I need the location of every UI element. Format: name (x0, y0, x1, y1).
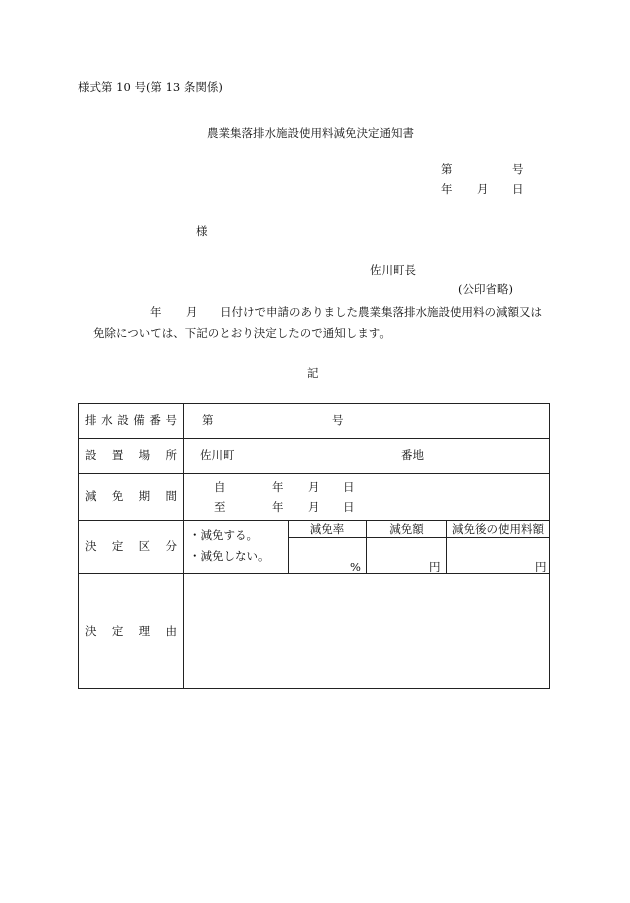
label-drain-number: 排水設備番号 (85, 413, 177, 427)
drain-number-suffix: 号 (332, 413, 344, 427)
option-exempt: ・減免する。 (189, 528, 258, 542)
period-from-day: 日 (343, 480, 355, 494)
addressee-suffix: 様 (196, 224, 208, 238)
unit-percent: % (350, 560, 361, 574)
label-column-divider (183, 404, 184, 689)
date-year: 年 (441, 182, 453, 196)
body-line1-text: 日付けで申請のありました農業集落排水施設使用料の減額又は (220, 305, 542, 319)
row-divider (79, 573, 550, 574)
option-not-exempt: ・減免しない。 (189, 549, 270, 563)
location-town: 佐川町 (200, 448, 235, 462)
location-lot: 番地 (401, 448, 424, 462)
period-from-month: 月 (308, 480, 320, 494)
period-to-month: 月 (308, 500, 320, 514)
row-divider (79, 520, 550, 521)
date-month: 月 (477, 182, 489, 196)
header-exemption-rate: 減免率 (309, 522, 345, 536)
doc-number-suffix: 号 (512, 162, 524, 176)
header-exemption-amount: 減免額 (389, 522, 424, 536)
seal-omitted-note: (公印省略) (458, 282, 513, 296)
period-to-year: 年 (272, 500, 284, 514)
label-reason: 決定理由 (85, 624, 177, 638)
label-decision: 決定区分 (85, 539, 177, 553)
date-day: 日 (512, 182, 524, 196)
row-divider (79, 473, 550, 474)
note-heading: 記 (307, 366, 319, 380)
row-divider (79, 438, 550, 439)
period-to: 至 (214, 500, 226, 514)
unit-yen-fee-after: 円 (535, 560, 547, 574)
form-number: 様式第 10 号(第 13 条関係) (78, 80, 223, 94)
period-from: 自 (214, 480, 226, 494)
header-fee-after-exemption: 減免後の使用料額 (452, 522, 544, 536)
drain-number-prefix: 第 (202, 413, 214, 427)
label-location: 設置場所 (85, 448, 177, 462)
doc-number-prefix: 第 (441, 162, 453, 176)
period-to-day: 日 (343, 500, 355, 514)
period-from-year: 年 (272, 480, 284, 494)
body-line2-text: 免除については、下記のとおり決定したので通知します。 (93, 326, 391, 340)
label-period: 減免期間 (85, 489, 177, 503)
body-line1-year: 年 (150, 305, 162, 319)
issuer-name: 佐川町長 (370, 263, 416, 277)
unit-yen-amount: 円 (429, 560, 441, 574)
decision-table (78, 403, 550, 689)
body-line1-month: 月 (186, 305, 198, 319)
decision-header-divider (288, 537, 550, 538)
document-title: 農業集落排水施設使用料減免決定通知書 (207, 126, 414, 140)
